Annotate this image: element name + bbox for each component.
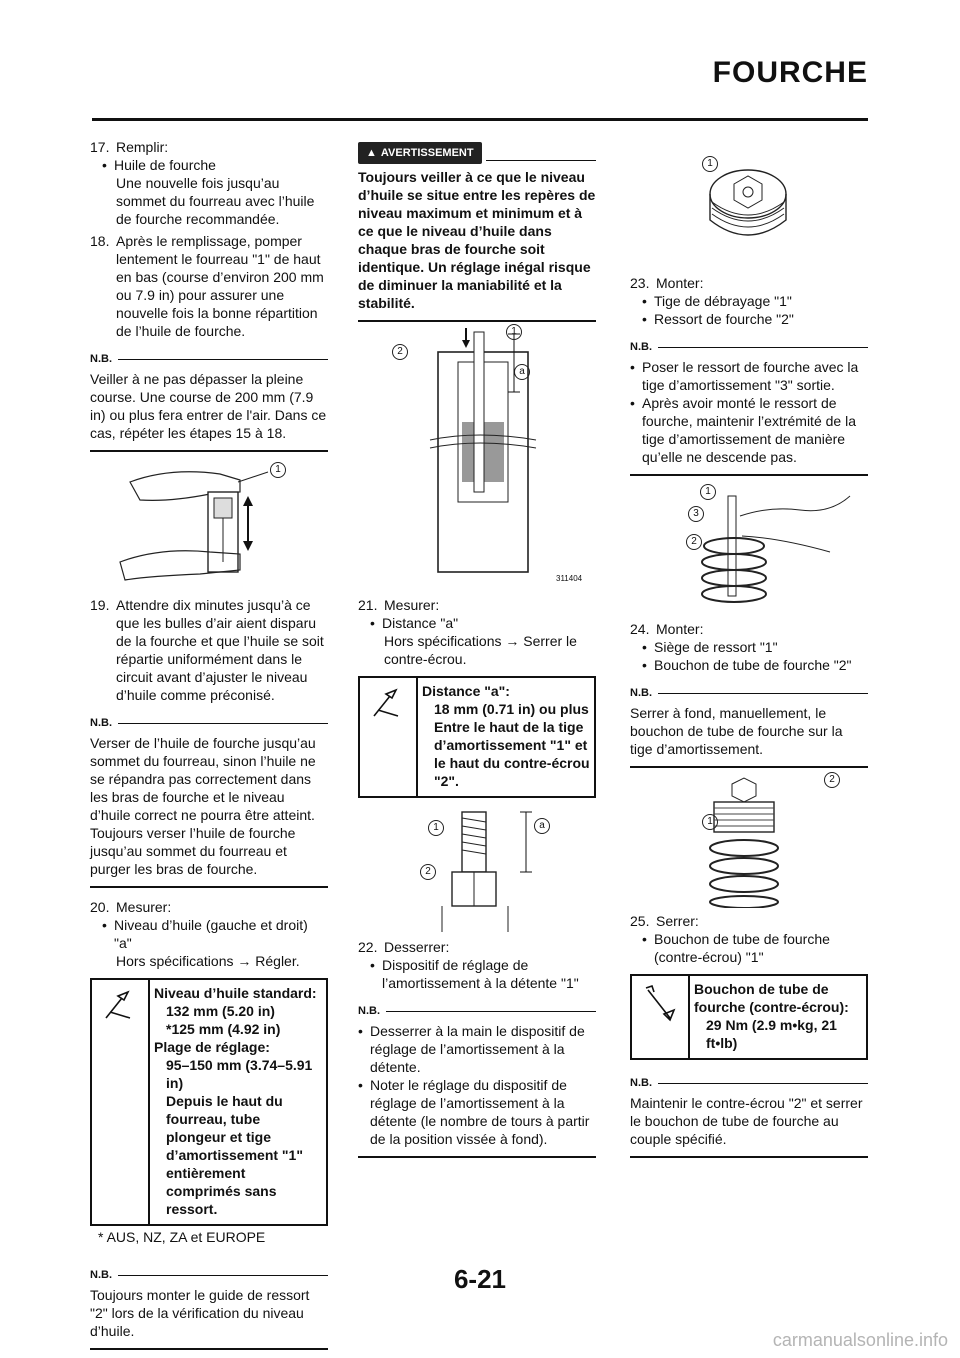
step-17-bullet: • Huile de fourche (102, 157, 216, 173)
figure-cap-bolt (630, 150, 868, 270)
step-21-body: Hors spécifications → Serrer le contre-écrou. (384, 633, 577, 667)
step-21: 21. Mesurer: (358, 597, 440, 613)
callout-1: 1 (428, 820, 444, 836)
warning-badge: ▲ AVERTISSEMENT (358, 142, 482, 164)
footnote: * AUS, NZ, ZA et EUROPE (98, 1229, 266, 1245)
warning-triangle-icon: ▲ (366, 147, 377, 159)
nb-6-text: Serrer à fond, manuellement, le bouchon de tube de fourche sur la tige d’amortissement. (630, 702, 868, 768)
callout-2: 2 (420, 864, 436, 880)
step-22: 22. Desserrer: (358, 939, 450, 955)
figure-fork-pumping (90, 452, 328, 592)
step-17: 17. Remplir: (90, 139, 169, 155)
callout-2: 2 (686, 534, 702, 550)
figure-locknut (358, 798, 596, 934)
step-24-bullet-2: • Bouchon de tube de fourche "2" (642, 657, 852, 673)
step-23-bullet-2: • Ressort de fourche "2" (642, 311, 794, 327)
warning-text: Toujours veiller à ce que le niveau d’huile se situe entre les repères de niveau maximum et minimum et à ce que le niveau d’huile dans chaque bras de fourche soit identique. Un réglage inégal risque de diminuer la maniabilité et la stabilité. (358, 164, 596, 322)
wrench-spec-icon (92, 980, 150, 1224)
step-23-bullet-1: • Tige de débrayage "1" (642, 293, 792, 309)
column-middle (358, 140, 596, 1158)
spec-box-torque: Bouchon de tube de fourche (contre-écrou): 29 Nm (2.9 m•kg, 21 ft•lb) (630, 974, 868, 1060)
nb-2-heading: N.B. (90, 714, 328, 732)
page-number: 6-21 (453, 1264, 507, 1294)
nb-7-heading: N.B. (630, 1074, 868, 1092)
nb-2-text: Verser de l’huile de fourche jusqu’au sommet du fourreau, sinon l’huile ne se répandra pas correctement dans les bras de fourche et le niveau d’huile correct ne pourra être atteint. Toujours verser l’huile de fourche jusqu’au sommet du fourreau et purger les bras de fourche. (90, 732, 328, 888)
nb-3-heading: N.B. (90, 1266, 328, 1284)
callout-1: 1 (700, 484, 716, 500)
step-25-bullet: • Bouchon de tube de fourche (contre-écrou) "1" (642, 931, 830, 965)
callout-a: a (534, 818, 550, 834)
nb-6-heading: N.B. (630, 684, 868, 702)
column-left (90, 134, 328, 1350)
spring-install-illustration (630, 476, 868, 616)
nb-5-heading: N.B. (630, 338, 868, 356)
step-18: 18. Après le remplissage, pomper lentement le fourreau "1" de haut en bas (course d’environ 200 mm ou 7.9 in) pour assurer une nouvelle fois la bonne répartition de l’huile de fourche. (90, 233, 324, 339)
fork-pumping-illustration (90, 452, 328, 592)
locknut-illustration (358, 798, 596, 934)
nb-1-text: Veiller à ne pas dépasser la pleine course. Une course de 200 mm (7.9 in) ou plus fera entrer de l'air. Dans ce cas, répéter les étapes 15 à 18. (90, 368, 328, 452)
step-20: 20. Mesurer: (90, 899, 172, 915)
step-19: 19. Attendre dix minutes jusqu’à ce que les bulles d’air aient disparu de la fourche et que l’huile se soit répartie uniformément dans le circuit avant d’ajuster le niveau d’huile comme préconisé. (90, 597, 324, 703)
callout-1: 1 (270, 462, 286, 478)
step-23: 23. Monter: (630, 275, 704, 291)
nb-1-heading: N.B. (90, 350, 328, 368)
column-right (630, 150, 868, 1158)
callout-a: a (514, 364, 530, 380)
step-22-bullet: • Dispositif de réglage de l’amortissement à la détente "1" (370, 957, 579, 991)
step-21-bullet: • Distance "a" (370, 615, 459, 631)
callout-2: 2 (824, 772, 840, 788)
step-24-bullet-1: • Siège de ressort "1" (642, 639, 778, 655)
step-24: 24. Monter: (630, 621, 704, 637)
step-20-body: Hors spécifications → Régler. (116, 953, 300, 969)
nb-3-text: Toujours monter le guide de ressort "2" lors de la vérification du niveau d’huile. (90, 1284, 328, 1350)
header-rule (92, 118, 868, 121)
wrench-spec-icon (360, 678, 418, 796)
nb-7-text: Maintenir le contre-écrou "2" et serrer le bouchon de tube de fourche au couple spécifié. (630, 1092, 868, 1158)
figure-cap-spring (630, 768, 868, 908)
cap-spring-illustration (630, 768, 868, 908)
nb-5-text: • Poser le ressort de fourche avec la tige d’amortissement "3" sortie. • Après avoir monté le ressort de fourche, maintenir l’extrémité de la tige d’amortissement de manière qu’elle ne descende pas. (630, 356, 868, 476)
step-20-bullet: • Niveau d’huile (gauche et droit) "a" (102, 917, 308, 951)
cap-bolt-illustration (630, 150, 868, 270)
page-title: FOURCHE (712, 56, 868, 89)
step-25: 25. Serrer: (630, 913, 699, 929)
spec-box-oil-level: Niveau d’huile standard: 132 mm (5.20 in) *125 mm (4.92 in) Plage de réglage: 95–150 mm (3.74–5.91 in) Depuis le haut du fourreau, tube plongeur et tige d’amortissement "1" entièrement comprimés sans ressort. (90, 978, 328, 1226)
figure-distance-a (358, 322, 596, 592)
nb-4-text: • Desserrer à la main le dispositif de réglage de l’amortissement à la détente. • Noter le réglage du dispositif de réglage de l’amortissement à la détente (le nombre de tours à partir de la position vissée à fond). (358, 1020, 596, 1158)
nb-4-heading: N.B. (358, 1002, 596, 1020)
spec-box-distance: Distance "a": 18 mm (0.71 in) ou plus Entre le haut de la tige d’amortissement "1" et le haut du contre-écrou "2". (358, 676, 596, 798)
figure-code: 311404 (556, 574, 583, 583)
callout-1: 1 (702, 156, 718, 172)
figure-spring-install (630, 476, 868, 616)
watermark: carmanualsonline.info (772, 1330, 948, 1350)
callout-1: 1 (702, 814, 718, 830)
step-17-body: Une nouvelle fois jusqu’au sommet du fourreau avec l’huile de fourche recommandée. (116, 175, 315, 227)
warning-block (358, 142, 596, 322)
callout-1: 1 (506, 324, 522, 340)
torque-wrench-icon (632, 976, 690, 1058)
callout-2: 2 (392, 344, 408, 360)
damper-rod-cross-section (358, 322, 596, 592)
callout-3: 3 (688, 506, 704, 522)
